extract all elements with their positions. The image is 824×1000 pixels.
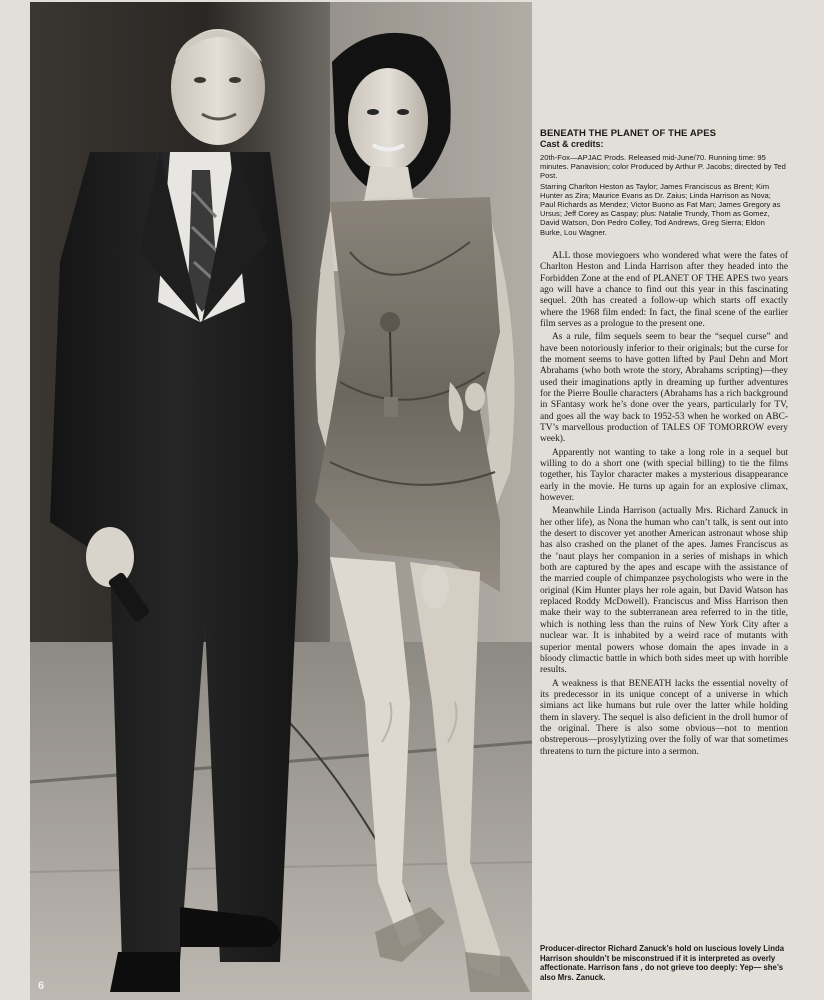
- article-column: [540, 128, 788, 760]
- page-number: 6: [38, 980, 45, 992]
- article-title: BENEATH THE PLANET OF THE APES: [540, 128, 717, 139]
- cast-credits-heading: Cast & credits:: [540, 139, 604, 149]
- credits-production: 20th-Fox—APJAC Prods. Released mid-June/70. Running time: 95 minutes. Panavision; color Produced by Arthur P. Jacobs; directed by Ted Post.: [540, 153, 786, 181]
- review-paragraph: Meanwhile Linda Harrison (actually Mrs. Richard Zanuck in her other life), as Nona the human who can’t talk, is sent out into the desert to discover yet another American astronaut whose ship has also crashed on the planet of the apes. James Franciscus as the ’naut plays her companion in a series of mishaps in which both are captured by the apes and escape with the assistance of the married couple of chimpanzee psychologists who were in the original (Kim Hunter plays her role again, but David Watson has replaced Roddy McDowell). Franciscus and Miss Harrison then make their way to the subterranean area referred to in the title, which is nothing less than the ruins of New York City after a nuclear war. It is inhabited by a weird race of mutants with superior mental powers whose domain the apes invade in a bloody climactic battle in which both sides meet up with horrible results.: [540, 506, 788, 676]
- review-paragraph: Apparently not wanting to take a long role in a sequel but willing to do a short one (with special billing) to tie the films together, his Taylor character makes a mysterious disappearance early in the movie. He turns up again for an explosive climax, however.: [540, 447, 788, 504]
- review-paragraph: A weakness is that BENEATH lacks the essential novelty of its predecessor in its unique concept of a universe in which simians act like humans but rule over the latter while holding them in slavery. The sequel is also deficient in the droll humor of the original. There is also some obvious—not to mention obstreperous—prosylytizing over the folly of war that sometimes threatens to turn the picture into a sermon.: [540, 678, 788, 757]
- credits-block: [540, 153, 788, 237]
- photo-zanuck-harrison: [30, 2, 532, 1000]
- review-paragraph: ALL those moviegoers who wondered what were the fates of Charlton Heston and Linda Harrison after they headed into the Forbidden Zone at the end of PLANET OF THE APES two years ago will have a chance to find out this year in this fascinating sequel. 20th has created a follow-up which starts off exactly where the 1968 film ended: In fact, the final scene of the earlier film serves as a prologue to the present one.: [540, 250, 788, 329]
- photo-caption: Producer-director Richard Zanuck’s hold on luscious lovely Linda Harrison shouldn’t be misconstrued if it is interpreted as overly affectionate. Harrison fans , do not grieve too deeply: Yep— she’s also Mrs. Zanuck.: [540, 944, 785, 982]
- review-body: [540, 251, 788, 758]
- credits-cast: Starring Charlton Heston as Taylor; James Franciscus as Brent; Kim Hunter as Zira; Maurice Evans as Dr. Zaius; Linda Harrison as Nova; Paul Richards as Mendez; Victor Buono as Fat Man; James Gregory as Ursus; Jeff Corey as Caspay; plus: Natalie Trundy, Thom as Gomez, David Watson, Don Pedro Colley, Tod Andrews, Greg Sierra; Eldon Burke, Lou Wagner.: [540, 181, 781, 237]
- photo-illustration: [30, 2, 532, 1000]
- review-paragraph: As a rule, film sequels seem to bear the “sequel curse” and have been notoriously inferior to their originals; but the curse for the moment seems to have gotten lifted by Paul Dehn and Mort Abrahams (who both wrote the story, Abrahams scripting)—they used their imaginations aptly in dreaming up further adventures for the Pierre Boulle characters (Abrahams has a rich background in SFantasy work he’s done over the years, particularly for TV, and goes all the way back to 1952-53 when he worked on ABC-TV’s marvellous production of TALES OF TOMORROW every week).: [540, 332, 788, 445]
